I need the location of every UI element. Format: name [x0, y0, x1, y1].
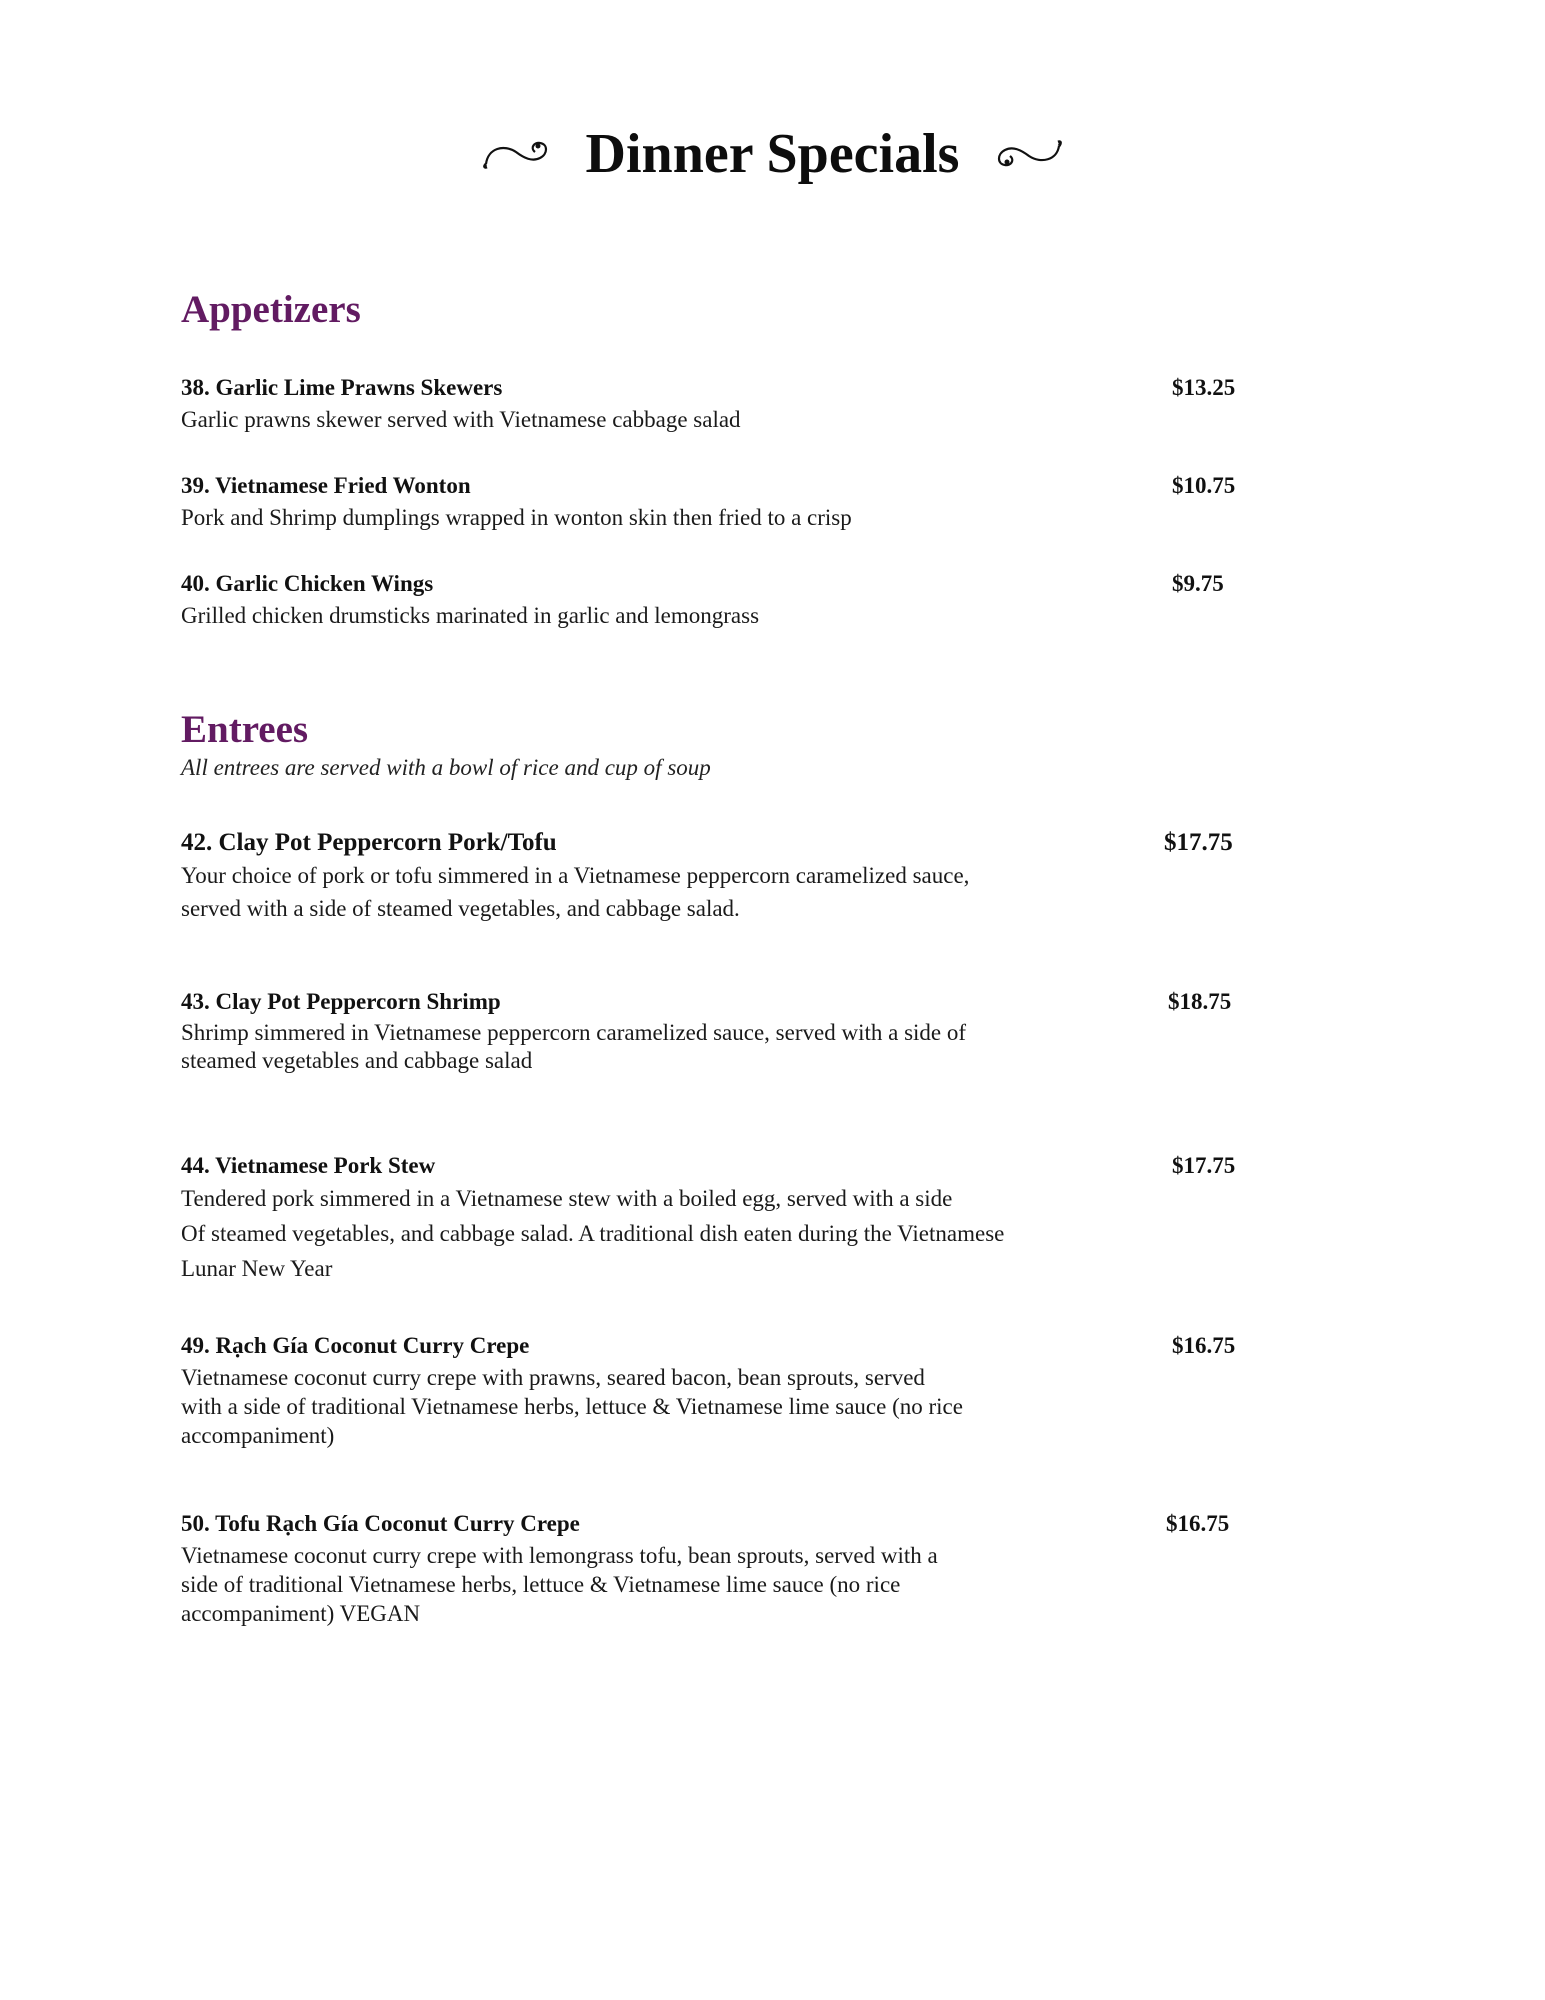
item-name: 49. Rạch Gía Coconut Curry Crepe	[181, 1333, 530, 1358]
item-name: 38. Garlic Lime Prawns Skewers	[181, 375, 503, 400]
item-name: 42. Clay Pot Peppercorn Pork/Tofu	[181, 829, 557, 856]
appetizers-heading: Appetizers	[181, 288, 361, 331]
page-title: Dinner Specials	[585, 123, 960, 185]
entrees-note: All entrees are served with a bowl of rice and cup of soup	[181, 755, 711, 780]
item-name: 43. Clay Pot Peppercorn Shrimp	[181, 989, 501, 1014]
item-description: Tendered pork simmered in a Vietnamese stew with a boiled egg, served with a side Of steamed vegetables, and cabbage salad. A traditional dish eaten during the Vietnamese Lunar New Year	[181, 1186, 1005, 1281]
item-name: 50. Tofu Rạch Gía Coconut Curry Crepe	[181, 1511, 580, 1536]
item-price: $10.75	[1172, 473, 1236, 498]
item-description: Vietnamese coconut curry crepe with lemongrass tofu, bean sprouts, served with a side of traditional Vietnamese herbs, lettuce & Vietnamese lime sauce (no rice accompaniment) VEGAN	[181, 1543, 938, 1626]
flourish-right-icon	[989, 134, 1063, 174]
item-description: Vietnamese coconut curry crepe with prawns, seared bacon, bean sprouts, served with a side of traditional Vietnamese herbs, lettuce & Vietnamese lime sauce (no rice accompaniment)	[181, 1365, 963, 1448]
menu-item	[181, 474, 1241, 531]
item-description: Shrimp simmered in Vietnamese peppercorn caramelized sauce, served with a side of steamed vegetables and cabbage salad	[181, 1020, 967, 1073]
item-name: 44. Vietnamese Pork Stew	[181, 1153, 436, 1178]
item-description: Garlic prawns skewer served with Vietnamese cabbage salad	[181, 407, 741, 432]
title-row	[0, 123, 1545, 185]
menu-item	[181, 376, 1241, 433]
item-price: $18.75	[1168, 989, 1232, 1014]
item-price: $13.25	[1172, 375, 1236, 400]
entrees-heading: Entrees	[181, 708, 309, 751]
item-price: $16.75	[1172, 1333, 1236, 1358]
item-description: Your choice of pork or tofu simmered in a Vietnamese peppercorn caramelized sauce, served with a side of steamed vegetables, and cabbage salad.	[181, 863, 970, 921]
menu-item	[181, 830, 1241, 925]
flourish-left-icon	[482, 134, 556, 174]
menu-item	[181, 990, 1241, 1075]
menu-item	[181, 1334, 1241, 1450]
item-price: $9.75	[1172, 571, 1224, 596]
item-name: 40. Garlic Chicken Wings	[181, 571, 434, 596]
item-price: $17.75	[1164, 829, 1233, 856]
menu-item	[181, 1512, 1241, 1628]
menu-item	[181, 572, 1241, 629]
item-description: Pork and Shrimp dumplings wrapped in wonton skin then fried to a crisp	[181, 505, 852, 530]
item-description: Grilled chicken drumsticks marinated in garlic and lemongrass	[181, 603, 760, 628]
item-price: $16.75	[1166, 1511, 1230, 1536]
item-price: $17.75	[1172, 1153, 1236, 1178]
menu-item	[181, 1154, 1241, 1286]
item-name: 39. Vietnamese Fried Wonton	[181, 473, 471, 498]
